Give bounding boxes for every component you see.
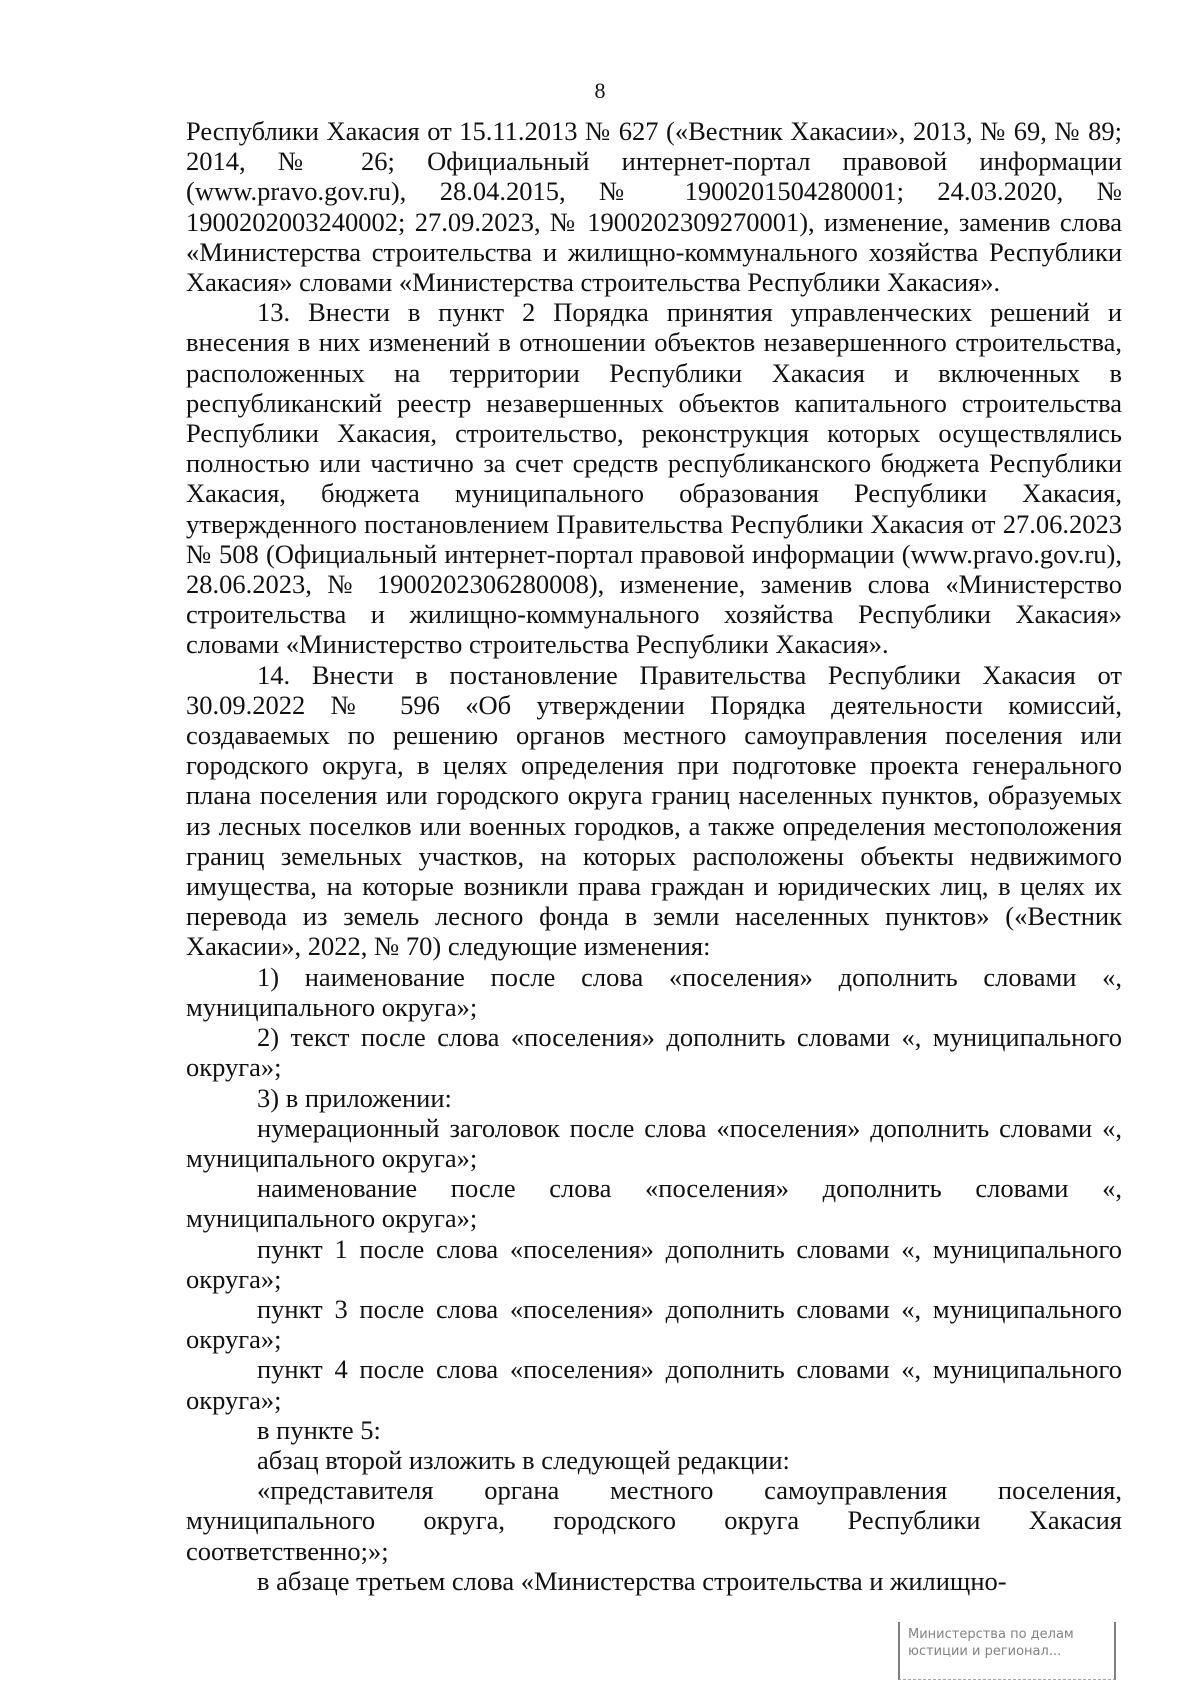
paragraph: пункт 1 после слова «поселения» дополнить словами «, муниципального округа»; [186, 1233, 1122, 1294]
paragraph-item-13: 13. Внести в пункт 2 Порядка принятия управленческих решений и внесения в них изменений в отношении объектов незавершенного строительства, расположенных на территории Республики Хакасия и включенных в республиканский реестр незавершенных объектов капитального строительства Республики Хакасия, строительство, реконструкция которых осуществлялись полностью или частично за счет средств республиканского бюджета Республики Хакасия, бюджета муниципального образования Республики Хакасия, утвержденного постановлением Правительства Республики Хакасия от 27.06.2023 № 508 (Официальный интернет-портал правовой информации (www.pravo.gov.ru), 28.06.2023, № 1900202306280008), изменение, заменив слова «Министерство строительства и жилищно-коммунального хозяйства Республики Хакасия» словами «Министерство строительства Республики Хакасия». [186, 297, 1122, 660]
paragraph: пункт 4 после слова «поселения» дополнить словами «, муниципального округа»; [186, 1354, 1122, 1415]
paragraph: абзац второй изложить в следующей редакции: [257, 1444, 790, 1475]
page-number: 8 [594, 78, 606, 103]
paragraph: пункт 3 после слова «поселения» дополнить словами «, муниципального округа»; [186, 1293, 1122, 1355]
subitem-1: 1) наименование после слова «поселения» дополнить словами «, муниципального округа»; [186, 961, 1122, 1022]
paragraph: наименование после слова «поселения» дополнить словами «, муниципального округа»; [186, 1173, 1122, 1234]
registration-stamp [898, 1622, 1116, 1680]
paragraph: в абзаце третьем слова «Министерства строительства и жилищно- [257, 1565, 1007, 1596]
quoted-paragraph: «представителя органа местного самоуправления поселения, муниципального округа, городского округа Республики Хакасия соответственно;»; [186, 1475, 1122, 1566]
subitem-3: 3) в приложении: [257, 1082, 452, 1113]
paragraph: нумерационный заголовок после слова «поселения» дополнить словами «, муниципального округа»; [186, 1112, 1122, 1173]
stamp-line: юстиции и регионал... [908, 1644, 1062, 1659]
subitem-2: 2) текст после слова «поселения» дополнить словами «, муниципального округа»; [186, 1022, 1122, 1083]
paragraph: Республики Хакасия от 15.11.2013 № 627 («Вестник Хакасии», 2013, № 69, № 89; 2014, № 26; Официальный интернет-портал правовой информации (www.pravo.gov.ru), 28.04.2015, № 1900201504280001; 24.03.2020, № 1900202003240002; 27.09.2023, № 1900202309270001), изменение, заменив слова «Министерства строительства и жилищно-коммунального хозяйства Республики Хакасия» словами «Министерства строительства Республики Хакасия». [186, 116, 1122, 298]
stamp-line: Министерства по делам [908, 1627, 1074, 1642]
paragraph-item-14: 14. Внести в постановление Правительства Республики Хакасия от 30.09.2022 № 596 «Об утверждении Порядка деятельности комиссий, создаваемых по решению органов местного самоуправления поселения или городского округа, в целях определения при подготовке проекта генерального плана поселения или городского округа границ населенных пунктов, образуемых из лесных поселков или военных городков, а также определения местоположения границ земельных участков, на которых расположены объекты недвижимого имущества, на которые возникли права граждан и юридических лиц, в целях их перевода из земель лесного фонда в земли населенных пунктов» («Вестник Хакасии», 2022, № 70) следующие изменения: [186, 659, 1122, 962]
paragraph: в пункте 5: [257, 1414, 381, 1445]
document-body [186, 116, 1122, 1596]
